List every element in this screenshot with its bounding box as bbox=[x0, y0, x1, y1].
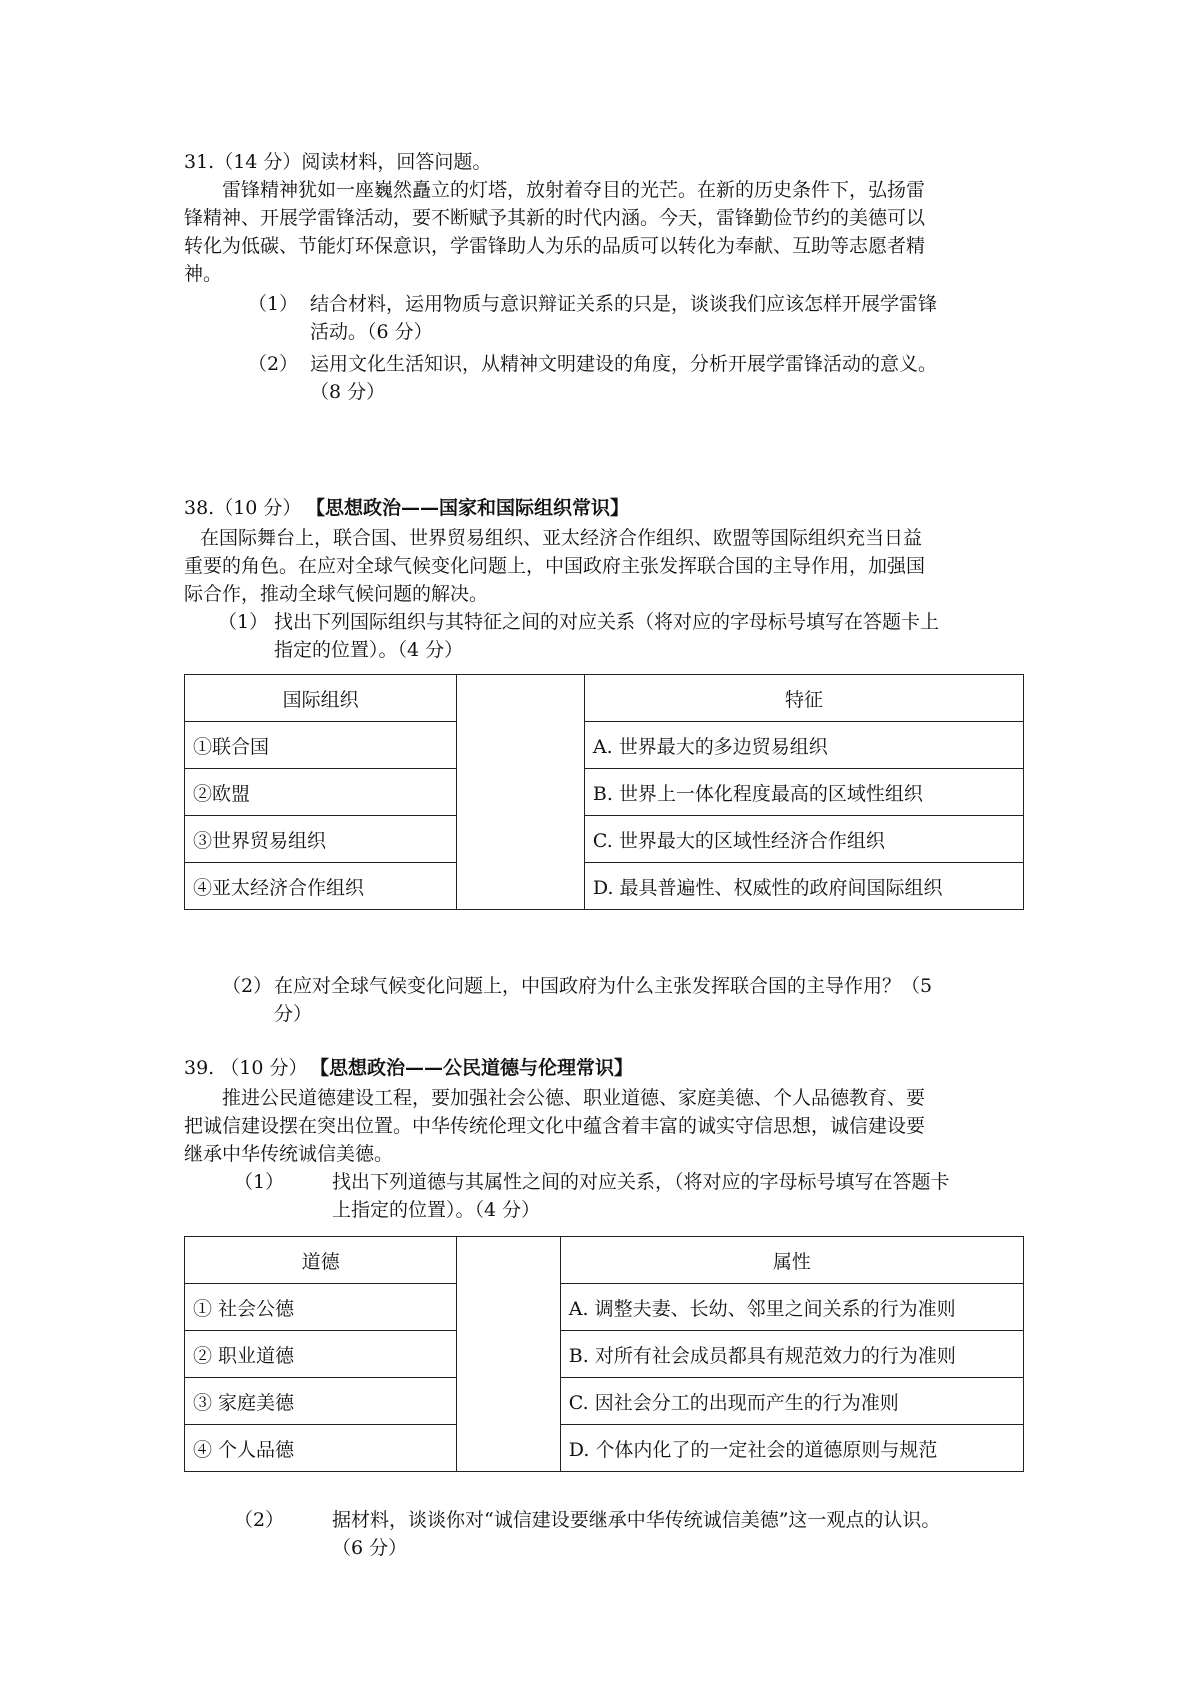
q39-sub2-number: （2） bbox=[234, 1509, 285, 1531]
q38-matching-table bbox=[184, 674, 1024, 910]
q39-attribute-b: B. 对所有社会成员都具有规范效力的行为准则 bbox=[560, 1331, 1023, 1378]
q38-material-line-1: 在国际舞台上，联合国、世界贸易组织、亚太经济合作组织、欧盟等国际组织充当日益 bbox=[200, 527, 923, 549]
q31-sub2-line-1: 运用文化生活知识，从精神文明建设的角度，分析开展学雷锋活动的意义。 bbox=[310, 353, 938, 375]
q39-sub2-line-2: （6 分） bbox=[332, 1537, 408, 1559]
q39-table-right-header: 属性 bbox=[560, 1237, 1023, 1284]
q38-sub1-line-1: 找出下列国际组织与其特征之间的对应关系（将对应的字母标号填写在答题卡上 bbox=[274, 611, 940, 633]
q38-sub2-line-1: 在应对全球气候变化问题上，中国政府为什么主张发挥联合国的主导作用？（5 bbox=[274, 975, 933, 997]
q31-material-line-4: 神。 bbox=[184, 263, 223, 285]
q39-header: 39. （10 分） bbox=[184, 1057, 308, 1079]
q31-sub1-line-2: 活动。（6 分） bbox=[310, 321, 433, 343]
q38-org-3: ③世界贸易组织 bbox=[185, 816, 457, 863]
q39-table-answer-column bbox=[457, 1237, 560, 1472]
q38-sub1-line-2: 指定的位置）。（4 分） bbox=[274, 639, 464, 661]
q38-material-line-2: 重要的角色。在应对全球气候变化问题上，中国政府主张发挥联合国的主导作用，加强国 bbox=[184, 555, 926, 577]
q39-table-left-header: 道德 bbox=[185, 1237, 457, 1284]
q38-sub2-number: （2） bbox=[222, 975, 273, 997]
q38-feature-a: A. 世界最大的多边贸易组织 bbox=[584, 722, 1023, 769]
q39-matching-table bbox=[184, 1236, 1024, 1472]
q31-material-line-3: 转化为低碳、节能灯环保意识，学雷锋助人为乐的品质可以转化为奉献、互助等志愿者精 bbox=[184, 235, 926, 257]
q38-table-right-header: 特征 bbox=[584, 675, 1023, 722]
q31-sub2-number: （2） bbox=[248, 353, 299, 375]
q38-sub1-number: （1） bbox=[218, 611, 269, 633]
q38-org-1: ①联合国 bbox=[185, 722, 457, 769]
q39-morality-4: ④ 个人品德 bbox=[185, 1425, 457, 1472]
q39-sub2-line-1: 据材料，谈谈你对“诚信建设要继承中华传统诚信美德”这一观点的认识。 bbox=[332, 1509, 941, 1531]
q38-feature-b: B. 世界上一体化程度最高的区域性组织 bbox=[584, 769, 1023, 816]
q39-morality-3: ③ 家庭美德 bbox=[185, 1378, 457, 1425]
q39-topic: 【思想政治——公民道德与伦理常识】 bbox=[310, 1057, 634, 1079]
q39-sub1-line-2: 上指定的位置）。（4 分） bbox=[332, 1199, 541, 1221]
q39-material-line-2: 把诚信建设摆在突出位置。中华传统伦理文化中蕴含着丰富的诚实守信思想，诚信建设要 bbox=[184, 1115, 926, 1137]
q39-morality-2: ② 职业道德 bbox=[185, 1331, 457, 1378]
q38-org-2: ②欧盟 bbox=[185, 769, 457, 816]
q31-header: 31.（14 分）阅读材料，回答问题。 bbox=[184, 151, 492, 173]
q39-material-line-3: 继承中华传统诚信美德。 bbox=[184, 1143, 394, 1165]
q38-table-left-header: 国际组织 bbox=[185, 675, 457, 722]
q31-sub1-line-1: 结合材料，运用物质与意识辩证关系的只是，谈谈我们应该怎样开展学雷锋 bbox=[310, 293, 938, 315]
q39-sub1-line-1: 找出下列道德与其属性之间的对应关系，（将对应的字母标号填写在答题卡 bbox=[332, 1171, 950, 1193]
q38-feature-c: C. 世界最大的区域性经济合作组织 bbox=[584, 816, 1023, 863]
q39-attribute-a: A. 调整夫妻、长幼、邻里之间关系的行为准则 bbox=[560, 1284, 1023, 1331]
q31-material-line-1: 雷锋精神犹如一座巍然矗立的灯塔，放射着夺目的光芒。在新的历史条件下，弘扬雷 bbox=[222, 179, 926, 201]
q31-material-line-2: 锋精神、开展学雷锋活动，要不断赋予其新的时代内涵。今天，雷锋勤俭节约的美德可以 bbox=[184, 207, 926, 229]
q38-header: 38.（10 分） bbox=[184, 497, 302, 519]
q38-table-answer-column bbox=[457, 675, 585, 910]
q38-sub2-line-2: 分） bbox=[274, 1003, 313, 1025]
q38-topic: 【思想政治——国家和国际组织常识】 bbox=[306, 497, 630, 519]
q39-sub1-number: （1） bbox=[234, 1171, 285, 1193]
q31-sub1-number: （1） bbox=[248, 293, 299, 315]
q39-morality-1: ① 社会公德 bbox=[185, 1284, 457, 1331]
q38-material-line-3: 际合作，推动全球气候问题的解决。 bbox=[184, 583, 489, 605]
q38-feature-d: D. 最具普遍性、权威性的政府间国际组织 bbox=[584, 863, 1023, 910]
q39-attribute-c: C. 因社会分工的出现而产生的行为准则 bbox=[560, 1378, 1023, 1425]
q31-sub2-line-2: （8 分） bbox=[310, 381, 386, 403]
q39-attribute-d: D. 个体内化了的一定社会的道德原则与规范 bbox=[560, 1425, 1023, 1472]
q38-org-4: ④亚太经济合作组织 bbox=[185, 863, 457, 910]
q39-material-line-1: 推进公民道德建设工程，要加强社会公德、职业道德、家庭美德、个人品德教育、要 bbox=[222, 1087, 926, 1109]
